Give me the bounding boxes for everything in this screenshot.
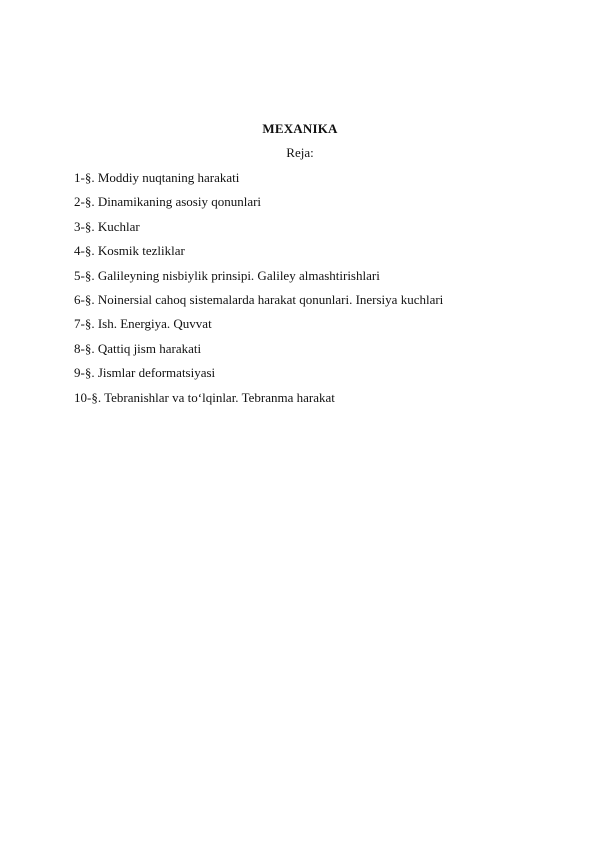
- table-of-contents: [74, 170, 443, 414]
- toc-item: 1-§. Moddiy nuqtaning harakati: [74, 170, 240, 185]
- toc-item: 5-§. Galileyning nisbiylik prinsipi. Galiley almashtirishlari: [74, 267, 380, 283]
- plan-heading: Reja:: [286, 145, 314, 160]
- toc-item: 7-§. Ish. Energiya. Quvvat: [74, 316, 212, 332]
- toc-item: 3-§. Kuchlar: [74, 218, 140, 234]
- toc-item: 4-§. Kosmik tezliklar: [74, 243, 185, 259]
- document-title: MEXANIKA: [262, 121, 338, 136]
- toc-item: 10-§. Tebranishlar va to‘lqinlar. Tebranma harakat: [74, 389, 335, 405]
- toc-item: 6-§. Noinersial cahoq sistemalarda harakat qonunlari. Inersiya kuchlari: [74, 291, 444, 307]
- toc-item: 8-§. Qattiq jism harakati: [74, 340, 202, 356]
- toc-item: 9-§. Jismlar deformatsiyasi: [74, 365, 216, 381]
- toc-item: 2-§. Dinamikaning asosiy qonunlari: [74, 194, 262, 210]
